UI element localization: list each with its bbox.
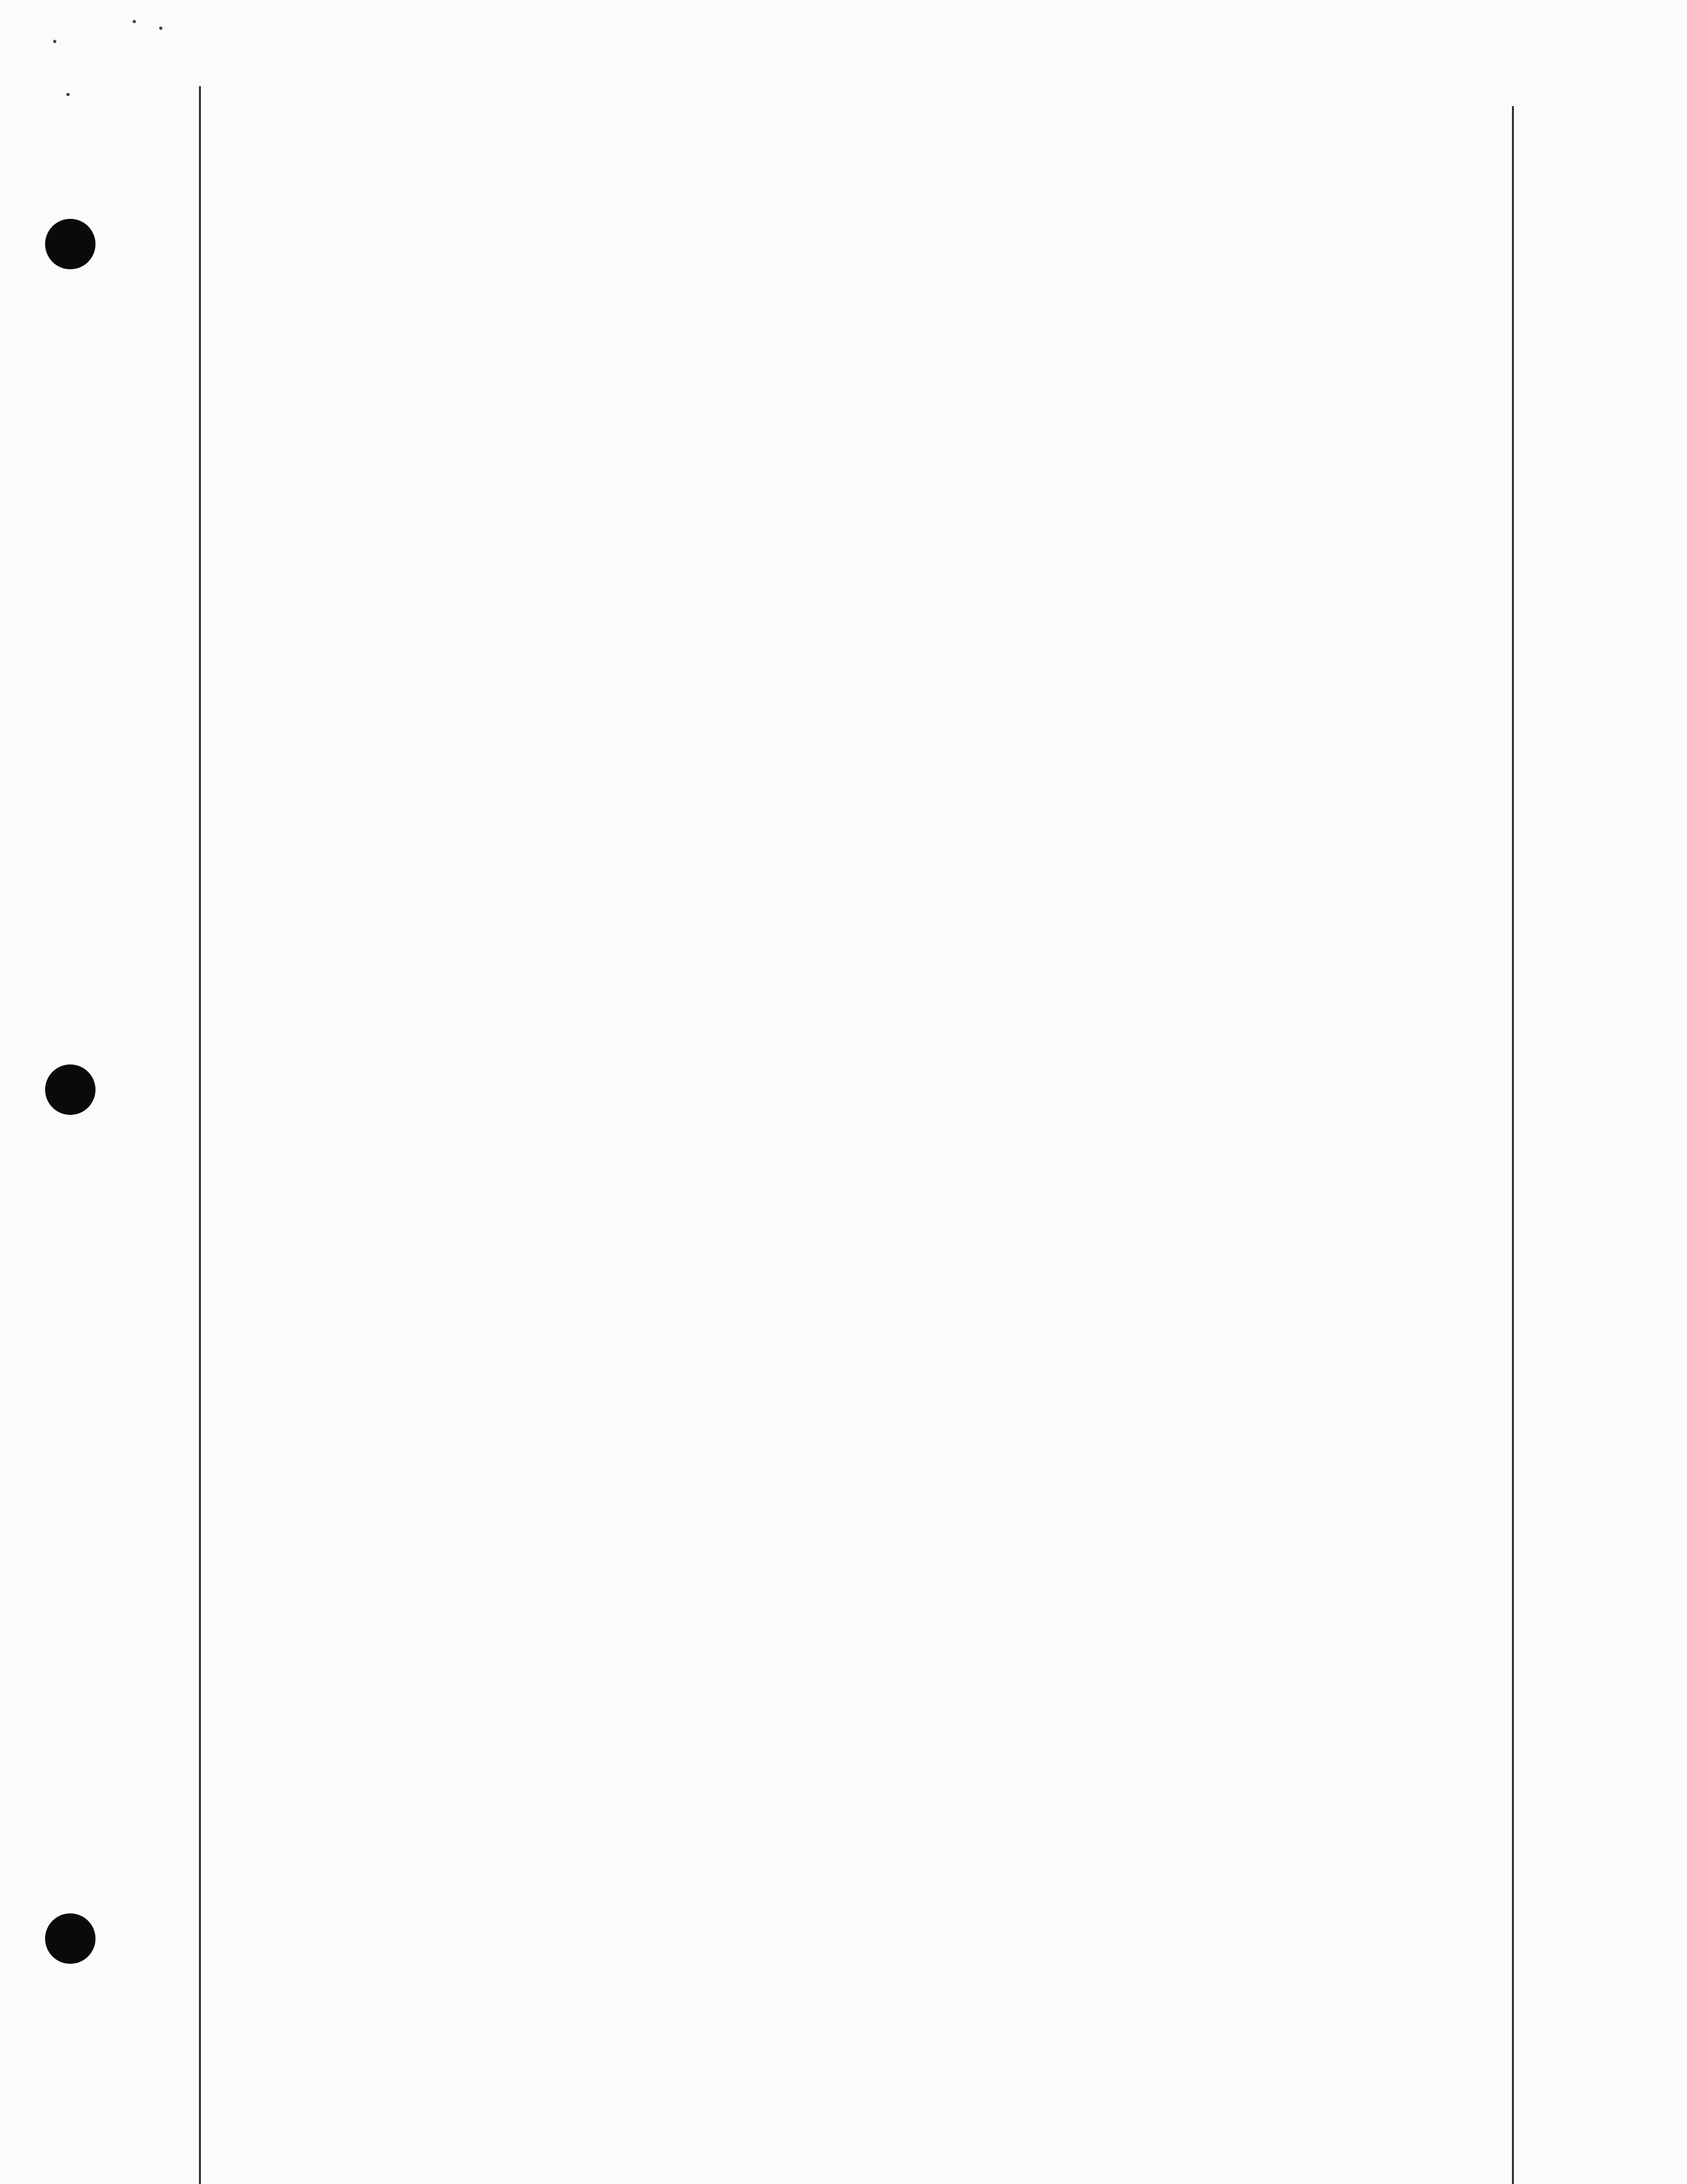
speck xyxy=(133,20,136,23)
punch-hole-middle xyxy=(45,1064,95,1115)
speck xyxy=(66,93,70,96)
speck xyxy=(53,40,56,43)
right-margin-hatching xyxy=(1495,0,1687,2184)
punch-hole-top xyxy=(45,219,95,269)
left-margin-rule xyxy=(199,86,201,2184)
punch-hole-bottom xyxy=(45,1913,95,1964)
speck xyxy=(159,27,162,30)
left-margin-hatching xyxy=(0,0,199,2184)
right-margin-rule xyxy=(1512,106,1514,2184)
